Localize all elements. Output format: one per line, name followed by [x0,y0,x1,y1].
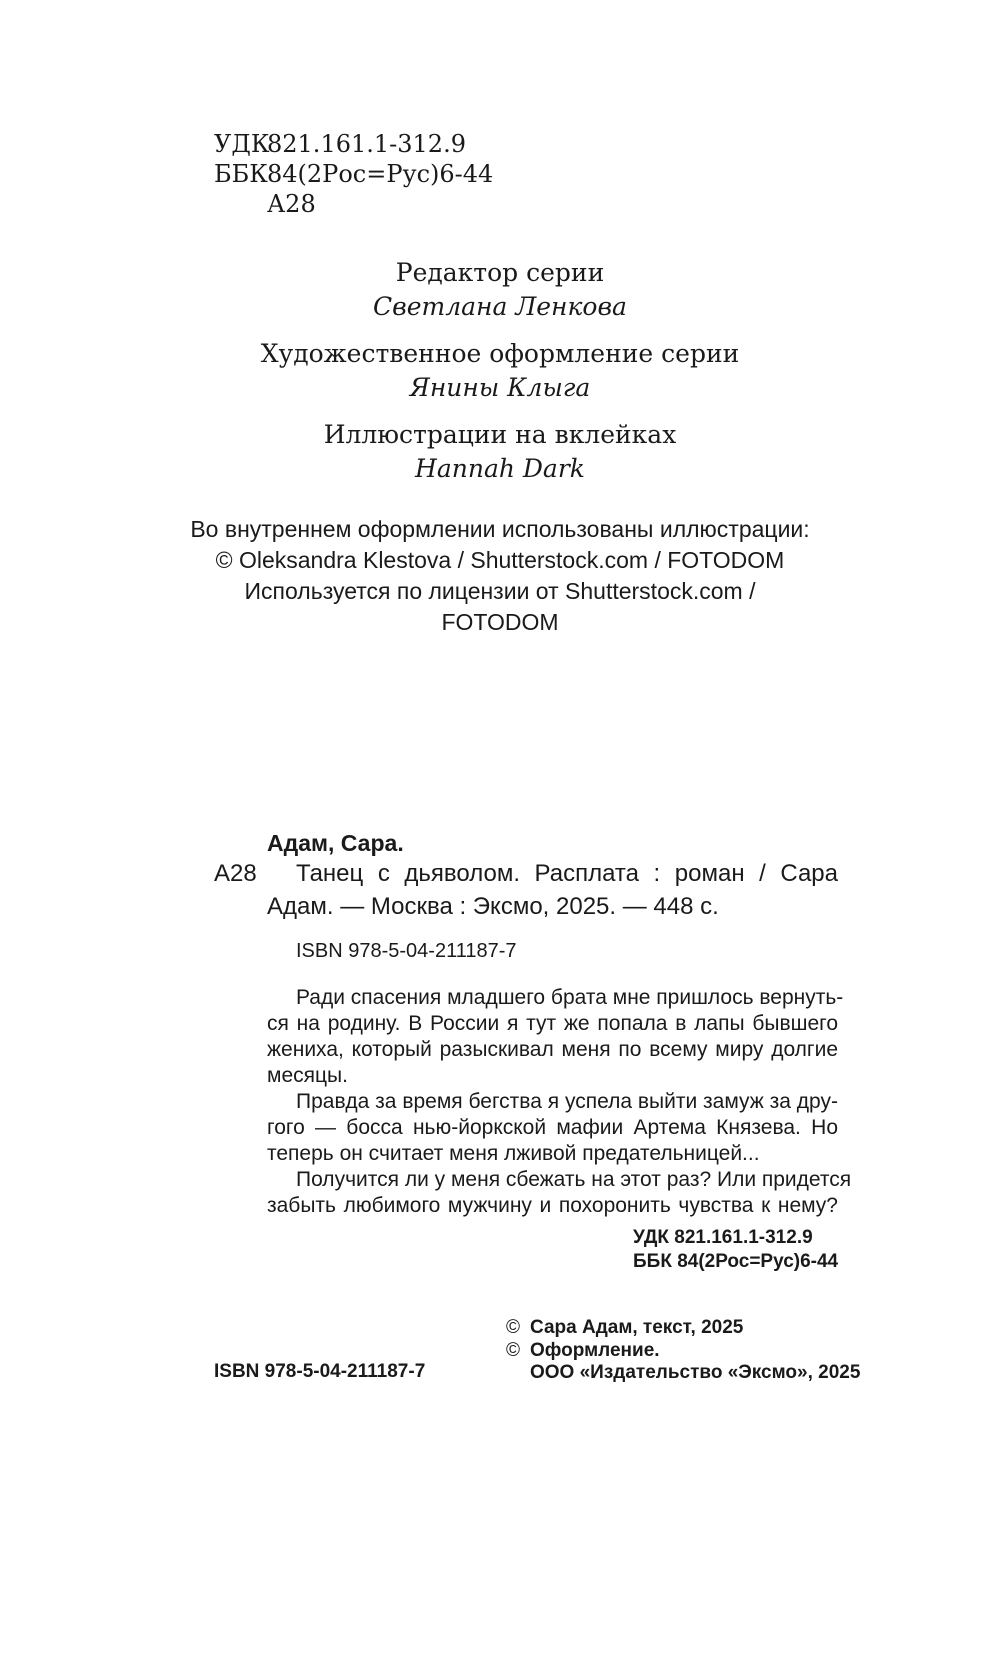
annotation-line: Ради спасения младшего брата мне пришлось вернуть- [296,986,844,1009]
notice-line: Используется по лицензии от Shutterstock.com / [244,578,756,604]
publisher-line: ООО «Издательство «Эксмо», 2025 [530,1362,861,1383]
credit-name: Светлана Ленкова [373,292,627,321]
catalog-isbn: ISBN 978-5-04-211187-7 [296,940,517,962]
annotation-line: ся на родину. В России я тут же попала в лапы бывшего [267,1012,838,1035]
bbk-label: ББК [214,160,268,188]
catalog-bbk-short: ББК 84(2Рос=Рус)6-44 [633,1251,839,1272]
catalog-author-heading: Адам, Сара. [267,830,404,856]
catalog-udk-short: УДК 821.161.1-312.9 [633,1227,813,1248]
notice-line: FOTODOM [441,609,559,635]
design-label: Оформление. [530,1340,660,1361]
credit-series-editor [0,256,1000,324]
credit-illustrations [0,418,1000,486]
copyright-symbol: © [506,1317,520,1338]
footer-isbn: ISBN 978-5-04-211187-7 [214,1361,426,1382]
annotation-line: Получится ли у меня сбежать на этот раз? Или придется [296,1168,852,1191]
annotation-line: жениха, который разыскивал меня по всему миру долгие [267,1038,838,1061]
copyright-text: Сара Адам, текст, 2025 [530,1317,744,1338]
illustration-notice [0,514,1000,638]
annotation-line: теперь он считает меня лживой предательницей... [267,1142,760,1165]
annotation-line: Правда за время бегства я успела выйти замуж за дру- [296,1090,838,1113]
credit-role: Редактор серии [395,258,605,287]
design-copyright-symbol: © [506,1340,520,1361]
udk-value: 821.161.1-312.9 [267,130,466,158]
notice-line: Во внутреннем оформлении использованы иллюстрации: [190,516,810,542]
credit-name: Hannah Dark [415,454,585,483]
catalog-bib-line-2: Адам. — Москва : Эксмо, 2025. — 448 с. [267,893,719,920]
credit-role: Художественное оформление серии [260,339,740,368]
catalog-bib-line-1: Танец с дьяволом. Расплата : роман / Сара [296,860,838,887]
annotation-line: месяцы. [267,1064,348,1087]
author-mark: А28 [267,190,316,218]
credit-series-design [0,337,1000,405]
catalog-mark: А28 [214,860,257,887]
bbk-value: 84(2Рос=Рус)6-44 [267,160,494,188]
udk-label: УДК [214,130,270,158]
notice-line: © Oleksandra Klestova / Shutterstock.com / FOTODOM [215,547,785,573]
annotation-line: гого — босса нью-йоркской мафии Артема Князева. Но [267,1116,838,1139]
credit-role: Иллюстрации на вклейках [323,420,677,449]
credit-name: Янины Клыга [409,373,591,402]
annotation-line: забыть любимого мужчину и похоронить чувства к нему? [267,1194,838,1217]
